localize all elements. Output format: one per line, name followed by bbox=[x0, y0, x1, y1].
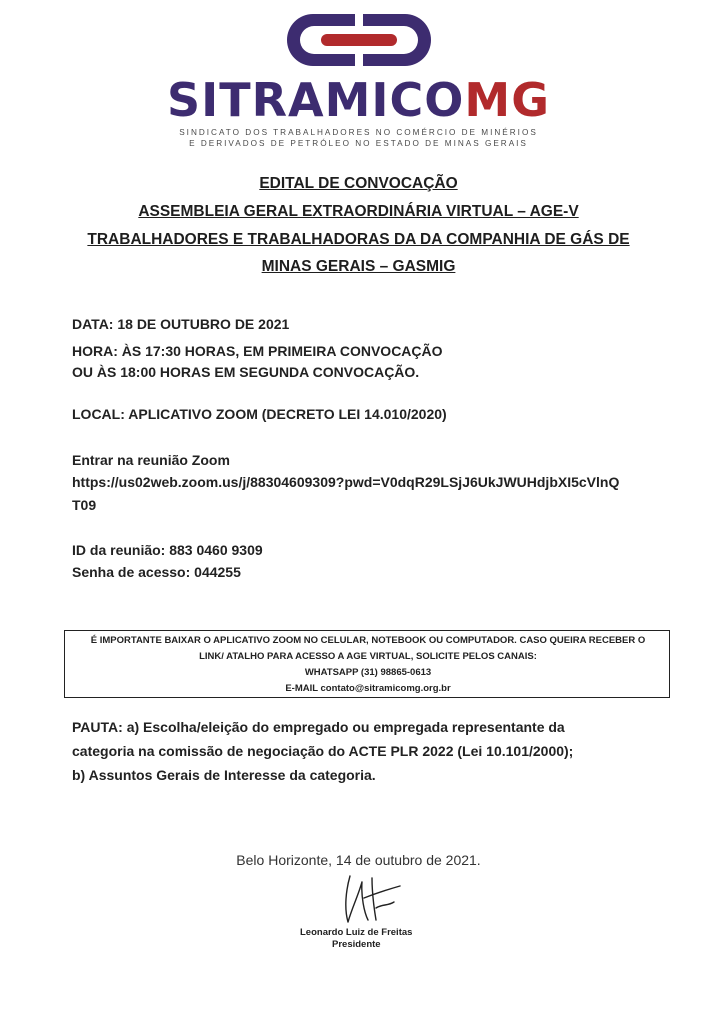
meeting-date: DATA: 18 DE OUTUBRO DE 2021 bbox=[72, 316, 290, 332]
agenda-line2: categoria na comissão de negociação do ACTE PLR 2022 (Lei 10.101/2000); bbox=[72, 743, 574, 759]
meeting-id: ID da reunião: 883 0460 9309 bbox=[72, 542, 263, 558]
union-emblem-icon bbox=[283, 10, 435, 70]
agenda-line1: PAUTA: a) Escolha/eleição do empregado ou empregada representante da bbox=[72, 719, 565, 735]
logo-word-accent: MG bbox=[464, 73, 550, 127]
handwritten-signature bbox=[328, 868, 408, 928]
signer-role: Presidente bbox=[332, 939, 381, 950]
meeting-time-first: HORA: ÀS 17:30 HORAS, EM PRIMEIRA CONVOCAÇÃO bbox=[72, 343, 443, 359]
meeting-time-second: OU ÀS 18:00 HORAS EM SEGUNDA CONVOCAÇÃO. bbox=[72, 364, 420, 380]
document-title: EDITAL DE CONVOCAÇÃO bbox=[259, 175, 458, 192]
notice-whatsapp: WHATSAPP (31) 98865-0613 bbox=[304, 667, 432, 678]
zoom-label: Entrar na reunião Zoom bbox=[72, 452, 230, 468]
assembly-title: ASSEMBLEIA GERAL EXTRAORDINÁRIA VIRTUAL – AGE-V bbox=[138, 203, 579, 220]
signer-name: Leonardo Luiz de Freitas bbox=[300, 927, 413, 938]
logo-subtitle-line1: SINDICATO DOS TRABALHADORES NO COMÉRCIO DE MINÉRIOS bbox=[179, 128, 538, 137]
logo-word-main: SITRAMICO bbox=[167, 73, 465, 127]
audience-title-line2: MINAS GERAIS – GASMIG bbox=[261, 258, 456, 275]
audience-title-line1: TRABALHADORES E TRABALHADORAS DA DA COMPANHIA DE GÁS DE bbox=[87, 231, 630, 248]
logo-subtitle-line2: E DERIVADOS DE PETRÓLEO NO ESTADO DE MINAS GERAIS bbox=[189, 139, 528, 148]
zoom-link-line1[interactable]: https://us02web.zoom.us/j/88304609309?pwd=V0dqR29LSjJ6UkJWUHdjbXI5cVlnQ bbox=[72, 474, 620, 490]
notice-box bbox=[64, 630, 670, 698]
notice-line1: É IMPORTANTE BAIXAR O APLICATIVO ZOOM NO CELULAR, NOTEBOOK OU COMPUTADOR. CASO QUEIRA RECEBER O bbox=[90, 635, 646, 646]
place-and-date: Belo Horizonte, 14 de outubro de 2021. bbox=[236, 852, 481, 868]
header-logo bbox=[0, 0, 717, 160]
logo-wordmark bbox=[0, 74, 717, 126]
notice-line2: LINK/ ATALHO PARA ACESSO A AGE VIRTUAL, SOLICITE PELOS CANAIS: bbox=[199, 651, 537, 662]
notice-email: E-MAIL contato@sitramicomg.org.br bbox=[285, 683, 451, 694]
meeting-location: LOCAL: APLICATIVO ZOOM (DECRETO LEI 14.010/2020) bbox=[72, 406, 447, 422]
agenda-line3: b) Assuntos Gerais de Interesse da categoria. bbox=[72, 767, 376, 783]
zoom-link-line2[interactable]: T09 bbox=[72, 497, 97, 513]
meeting-passcode: Senha de acesso: 044255 bbox=[72, 564, 241, 580]
